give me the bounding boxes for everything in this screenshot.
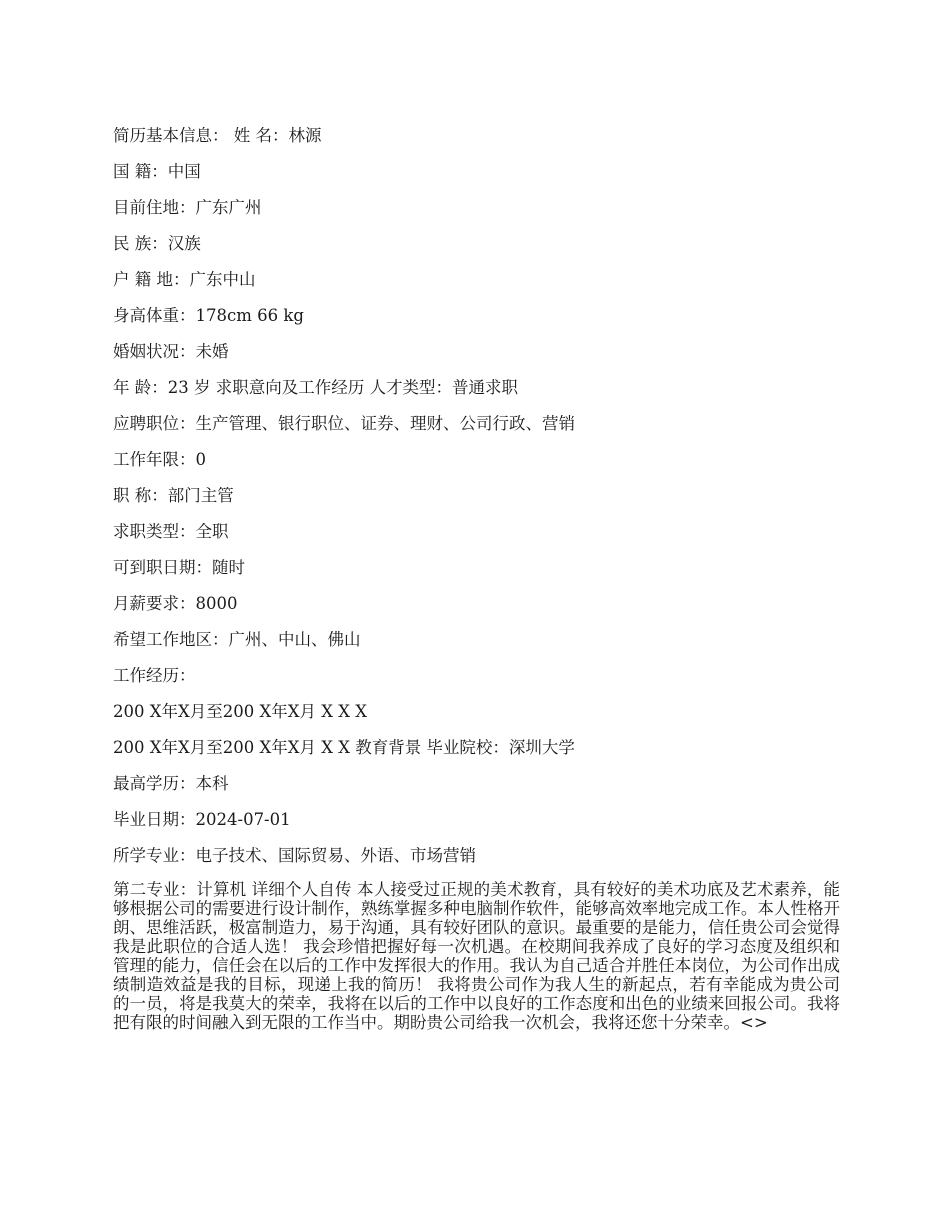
ethnicity: 民 族：汉族 — [113, 234, 201, 253]
height-weight: 身高体重：178cm 66 kg — [113, 306, 304, 325]
nationality: 国 籍：中国 — [113, 162, 201, 181]
work-experience-item-education: 200 X年X月至200 X年X月 X X 教育背景 毕业院校：深圳大学 — [113, 738, 575, 757]
available-date: 可到职日期：随时 — [113, 558, 245, 577]
highest-degree: 最高学历：本科 — [113, 774, 229, 793]
work-experience-heading: 工作经历： — [113, 666, 196, 685]
graduation-date: 毕业日期：2024-07-01 — [113, 810, 291, 829]
job-type: 求职类型：全职 — [113, 522, 229, 541]
preferred-locations: 希望工作地区：广州、中山、佛山 — [113, 630, 361, 649]
applied-positions: 应聘职位：生产管理、银行职位、证券、理财、公司行政、营销 — [113, 414, 575, 433]
years-of-work: 工作年限：0 — [113, 450, 206, 469]
marital-status: 婚姻状况：未婚 — [113, 342, 229, 361]
job-title: 职 称：部门主管 — [113, 486, 234, 505]
major: 所学专业：电子技术、国际贸易、外语、市场营销 — [113, 846, 476, 865]
household-registration: 户 籍 地：广东中山 — [113, 270, 256, 289]
age-job-intent: 年 龄：23 岁 求职意向及工作经历 人才类型：普通求职 — [113, 378, 518, 397]
current-residence: 目前住地：广东广州 — [113, 198, 262, 217]
resume-document — [113, 124, 840, 1032]
self-introduction-paragraph: 第二专业：计算机 详细个人自传 本人接受过正规的美术教育，具有较好的美术功底及艺术素养，能够根据公司的需要进行设计制作，熟练掌握多种电脑制作软件，能够高效率地完成工作。本人性格开朗、思维活跃，极富制造力，易于沟通，具有较好团队的意识。最重要的是能力，信任贵公司会觉得我是此职位的合适人选！ 我会珍惜把握好每一次机遇。在校期间我养成了良好的学习态度及组织和管理的能力，信任会在以后的工作中发挥很大的作用。我认为自己适合并胜任本岗位，为公司作出成绩制造效益是我的目标，现递上我的简历！ 我将贵公司作为我人生的新起点，若有幸能成为贵公司的一员，将是我莫大的荣幸，我将在以后的工作中以良好的工作态度和出色的业绩来回报公司。我将把有限的时间融入到无限的工作当中。期盼贵公司给我一次机会，我将还您十分荣幸。<> — [113, 880, 840, 1032]
basic-info-name: 简历基本信息： 姓 名：林源 — [113, 126, 322, 145]
salary-requirement: 月薪要求：8000 — [113, 594, 238, 613]
work-experience-item: 200 X年X月至200 X年X月 X X X — [113, 702, 367, 721]
